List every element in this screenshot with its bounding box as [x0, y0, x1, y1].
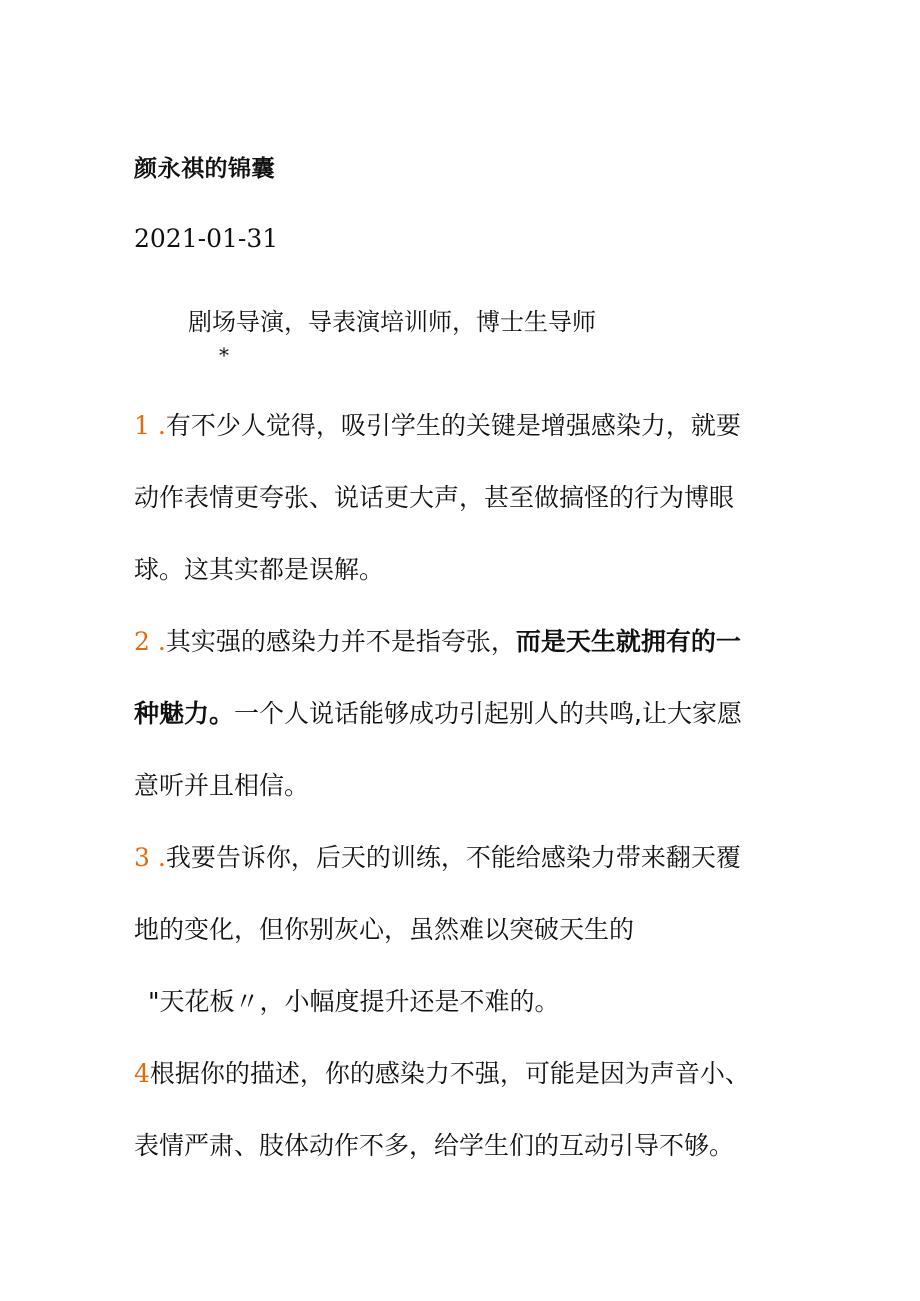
paragraph-line: 动作表情更夸张、说话更大声，甚至做搞怪的行为博眼 [134, 483, 735, 512]
item-number: 1 . [134, 411, 166, 440]
author-description: 剧场导演，导表演培训师，博士生导师 [188, 308, 596, 336]
emphasis-text: 而是天生就拥有的一 [515, 627, 741, 656]
paragraph-line [134, 678, 814, 750]
paragraph-text: 根据你的描述，你的感染力不强，可能是因为声音小、 [149, 1059, 750, 1088]
paragraph-text: 其实强的感染力并不是指夸张， [165, 627, 516, 656]
paragraph-4 [134, 1038, 814, 1182]
paragraph-line: 意听并且相信。 [134, 771, 310, 800]
paragraph-line: 地的变化，但你别灰心，虽然难以突破天生的 [134, 915, 635, 944]
paragraph-text: 一个人说话能够成功引起别人的共鸣,让大家愿 [234, 699, 742, 728]
item-number: 3 . [134, 843, 166, 872]
emphasis-text: 种魅力。 [134, 699, 235, 728]
paragraph-line [134, 606, 814, 678]
paragraph-line [134, 822, 814, 894]
publish-date: 2021-01-31 [134, 224, 279, 253]
paragraph-line: "天花板〃，小幅度提升还是不难的。 [148, 987, 560, 1016]
paragraph-line [134, 1038, 814, 1110]
paragraph-2 [134, 606, 814, 822]
paragraph-3 [134, 822, 814, 1038]
paragraph-line: 表情严肃、肢体动作不多，给学生们的互动引导不够。 [134, 1131, 735, 1160]
paragraph-line: 球。这其实都是误解。 [134, 555, 385, 584]
paragraph-line [134, 390, 814, 462]
item-number: 4 [134, 1059, 150, 1088]
paragraph-text: 有不少人觉得，吸引学生的关键是增强感染力，就要 [165, 411, 741, 440]
paragraph-1 [134, 390, 814, 606]
item-number: 2 . [134, 627, 166, 656]
asterisk-mark: * [219, 343, 229, 367]
page-title: 颜永祺的锦囊 [134, 156, 275, 182]
paragraph-text: 我要告诉你，后天的训练，不能给感染力带来翻天覆 [165, 843, 741, 872]
